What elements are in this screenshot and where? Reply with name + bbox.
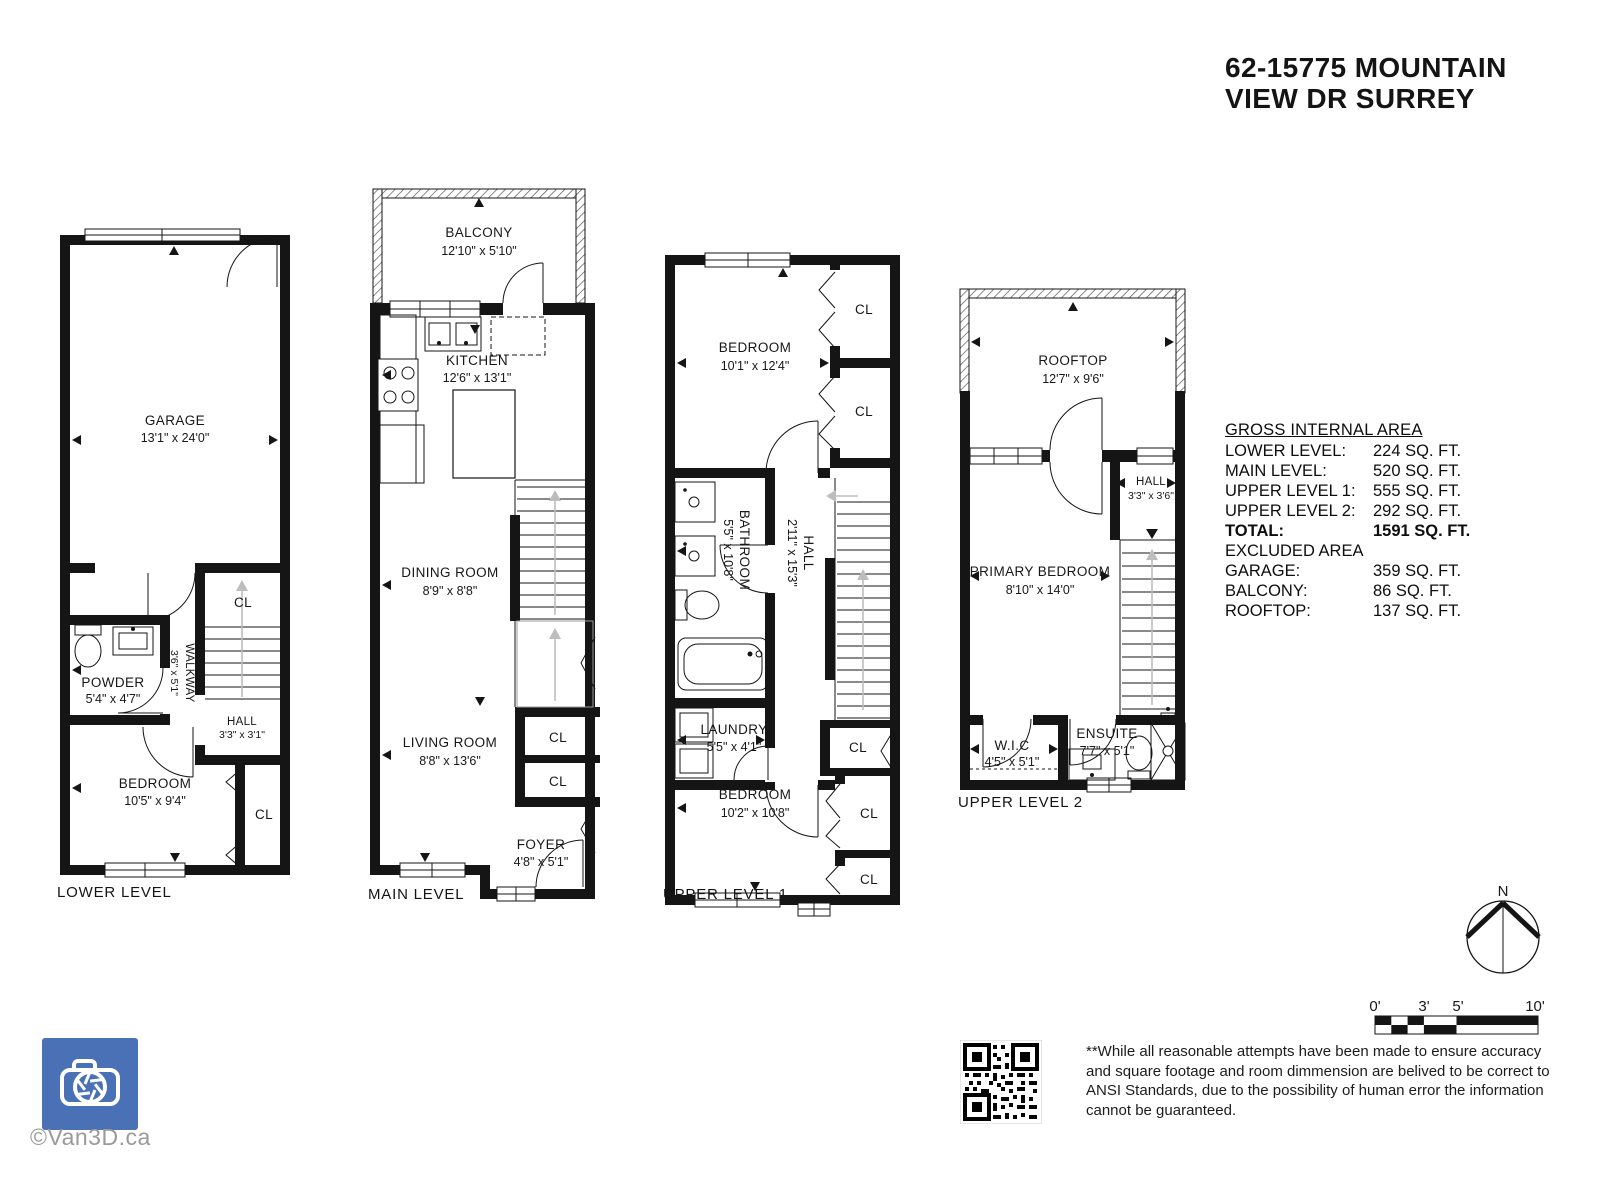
area-row-value: 224 SQ. FT.	[1373, 442, 1462, 460]
area-row	[1225, 441, 1515, 461]
room-dims: 8'8" x 13'6"	[419, 754, 481, 768]
room-label: BEDROOM	[718, 340, 792, 355]
area-row	[1225, 581, 1515, 601]
room-dims: 12'6" x 13'1"	[442, 371, 512, 385]
area-row-value: 292 SQ. FT.	[1373, 502, 1462, 520]
van3d-logo-icon	[42, 1038, 138, 1130]
room-label: CL	[854, 404, 874, 419]
area-row	[1225, 461, 1515, 481]
room-label: GARAGE	[144, 413, 206, 428]
page-title	[1225, 52, 1507, 114]
room-label: CL	[854, 302, 874, 317]
room-dims: 8'10" x 14'0"	[1005, 583, 1075, 597]
room-dims: 4'8" x 5'1"	[513, 855, 569, 869]
title-line1: 62-15775 MOUNTAIN	[1225, 52, 1507, 83]
room-dims: 5'4" x 4'7"	[85, 692, 141, 706]
room-label: HALL	[227, 716, 257, 728]
room-label: DINING ROOM	[401, 565, 499, 580]
area-row-excluded-heading	[1225, 541, 1515, 561]
room-label: CL	[548, 774, 568, 789]
area-row-label: MAIN LEVEL:	[1225, 462, 1327, 480]
room-label: BEDROOM	[718, 787, 792, 802]
level-caption-upper1: UPPER LEVEL 1	[663, 886, 788, 903]
compass-icon	[1458, 882, 1548, 977]
room-dims: 3'3" x 3'6"	[1128, 490, 1174, 502]
area-row-label: BALCONY:	[1225, 582, 1308, 600]
area-summary-heading: GROSS INTERNAL AREA	[1225, 421, 1423, 439]
dimension-ticks	[72, 246, 278, 862]
area-row-value: 520 SQ. FT.	[1373, 462, 1462, 480]
area-summary	[1225, 420, 1515, 621]
room-label: LAUNDRY	[700, 722, 768, 737]
floorplan-upper-level-2	[955, 285, 1190, 795]
stairs	[826, 478, 895, 774]
area-row-label: TOTAL:	[1225, 522, 1284, 540]
room-label: ROOFTOP	[1038, 353, 1108, 368]
floorplan-main-level	[365, 185, 600, 910]
garage-door	[85, 229, 240, 241]
qr-code	[960, 1040, 1042, 1124]
room-dims: 12'10" x 5'10"	[441, 244, 517, 258]
area-row-label: UPPER LEVEL 2:	[1225, 502, 1356, 520]
room-dims: 10'1" x 12'4"	[720, 359, 790, 373]
scale-label-5: 5'	[1452, 998, 1464, 1015]
room-label: W.I.C	[994, 738, 1030, 753]
disclaimer-text: **While all reasonable attempts have been made to ensure accuracy and square footage and room dimmension are belived to be correct to ANSI Standards, due to the possibility of human error the information cannot be guaranteed.	[1086, 1043, 1550, 1119]
floorplan-upper-level-1	[660, 250, 905, 920]
level-caption-lower: LOWER LEVEL	[57, 884, 172, 901]
area-row-label: EXCLUDED AREA	[1225, 542, 1364, 560]
room-dims: 8'9" x 8'8"	[422, 584, 478, 598]
room-label: BALCONY	[445, 225, 513, 240]
room-label: CL	[859, 806, 879, 821]
bathroom-label-group	[721, 510, 752, 590]
room-dims: 12'7" x 9'6"	[1042, 372, 1104, 386]
room-label: KITCHEN	[445, 353, 509, 368]
windows	[105, 863, 185, 877]
room-label: BATHROOM	[737, 509, 752, 591]
title-line2: VIEW DR SURREY	[1225, 83, 1475, 114]
area-row-total	[1225, 521, 1515, 541]
dimension-ticks	[970, 302, 1176, 754]
area-row	[1225, 601, 1515, 621]
room-label: LIVING ROOM	[402, 735, 498, 750]
room-label: POWDER	[81, 675, 145, 690]
area-row	[1225, 501, 1515, 521]
compass-north-label: N	[1497, 883, 1509, 900]
area-row-label: ROOFTOP:	[1225, 602, 1311, 620]
area-row-value: 555 SQ. FT.	[1373, 482, 1462, 500]
room-dims: 13'1" x 24'0"	[140, 431, 210, 445]
room-label: ENSUITE	[1076, 726, 1138, 741]
scale-label-3: 3'	[1418, 998, 1430, 1015]
room-label: CL	[548, 730, 568, 745]
room-dims: 2'11" x 15'3"	[785, 519, 799, 587]
area-row-value: 86 SQ. FT.	[1373, 582, 1452, 600]
scale-bar	[1365, 998, 1555, 1040]
area-row-value: 137 SQ. FT.	[1373, 602, 1462, 620]
area-row-label: GARAGE:	[1225, 562, 1301, 580]
room-label: HALL	[801, 535, 816, 571]
area-row-label: LOWER LEVEL:	[1225, 442, 1347, 460]
room-label: BEDROOM	[118, 776, 192, 791]
floorplan-lower-level	[55, 225, 295, 885]
watermark: ©Van3D.ca	[30, 1124, 151, 1150]
room-dims: 4'5" x 5'1"	[984, 755, 1040, 769]
walkway-label-group	[168, 643, 195, 702]
room-dims: 5'5" x 4'1"	[706, 740, 762, 754]
room-dims: 5'5" x 10'8"	[721, 519, 735, 581]
scale-label-10: 10'	[1525, 998, 1545, 1015]
doors	[118, 237, 277, 777]
room-dims: 3'3" x 3'1"	[219, 729, 265, 741]
room-dims: 10'2" x 10'8"	[720, 806, 790, 820]
area-row-label: UPPER LEVEL 1:	[1225, 482, 1356, 500]
hall-label-group	[785, 519, 816, 587]
room-dims: 3'6" x 5'1"	[168, 650, 180, 696]
kitchen-fixtures	[378, 315, 545, 483]
room-label: WALKWAY	[183, 643, 195, 703]
area-row-value: 359 SQ. FT.	[1373, 562, 1462, 580]
level-caption-upper2: UPPER LEVEL 2	[958, 794, 1083, 811]
room-label: FOYER	[516, 837, 566, 852]
room-label: CL	[848, 740, 868, 755]
room-dims: 7'7" x 5'1"	[1079, 744, 1135, 758]
powder-fixtures	[75, 625, 153, 667]
area-row	[1225, 481, 1515, 501]
room-label: CL	[254, 807, 274, 822]
room-dims: 10'5" x 9'4"	[124, 794, 186, 808]
room-label: CL	[859, 872, 879, 887]
bathroom-fixtures	[675, 482, 768, 690]
room-label: PRIMARY BEDROOM	[969, 564, 1111, 579]
area-row	[1225, 561, 1515, 581]
room-label: HALL	[1136, 476, 1166, 488]
level-caption-main: MAIN LEVEL	[368, 886, 465, 903]
room-label: CL	[233, 595, 253, 610]
area-row-value: 1591 SQ. FT.	[1373, 522, 1471, 540]
scale-label-0: 0'	[1369, 998, 1381, 1015]
